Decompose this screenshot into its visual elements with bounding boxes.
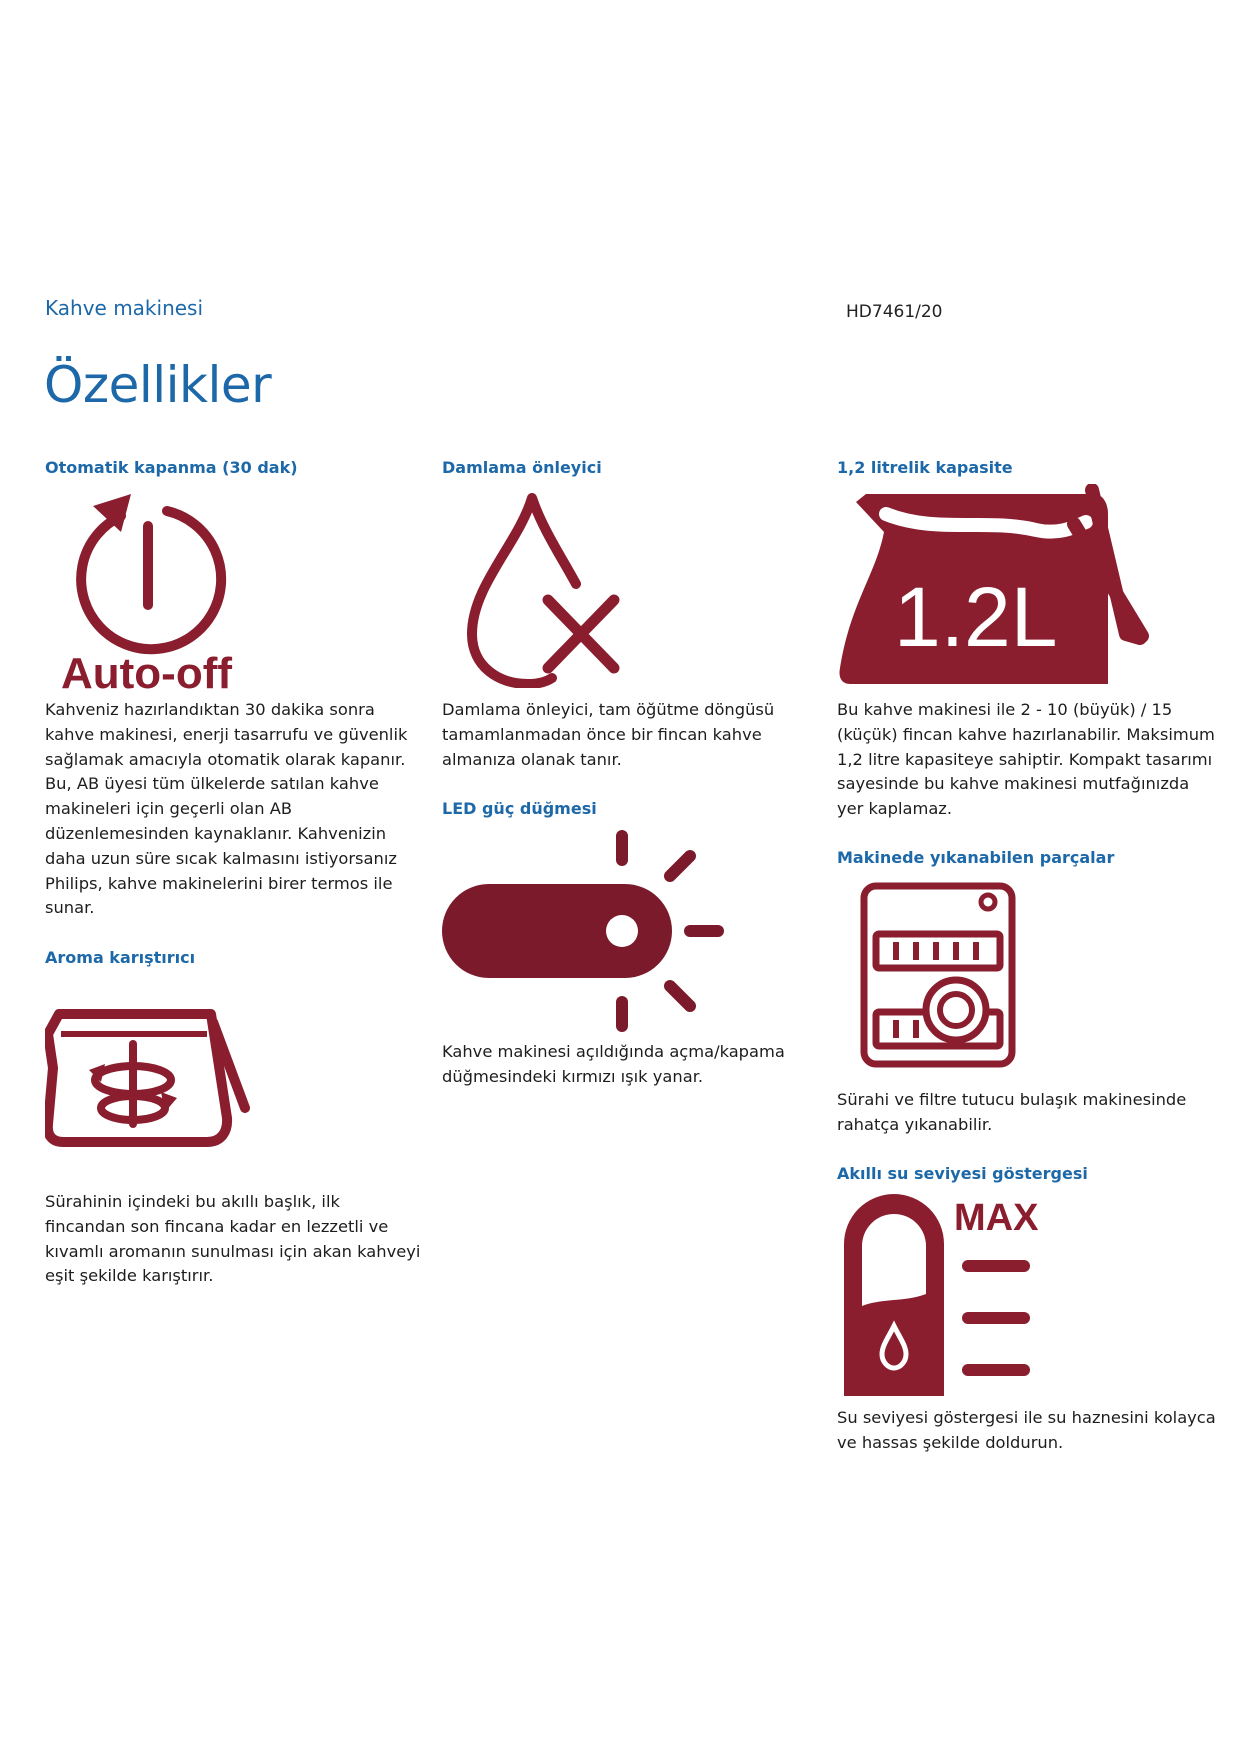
drip-stop-icon xyxy=(462,488,632,688)
max-icon-label: MAX xyxy=(954,1197,1039,1239)
feature-description: Su seviyesi göstergesi ile su haznesini kolayca ve hassas şekilde doldurun. xyxy=(837,1408,1216,1452)
category-label: Kahve makinesi xyxy=(45,296,204,320)
feature-description: Damlama önleyici, tam öğütme döngüsü tamamlanmadan önce bir fincan kahve almanıza olanak tanır. xyxy=(442,700,775,769)
water-level-icon xyxy=(836,1186,1056,1398)
carafe-swirl-icon xyxy=(45,1008,255,1148)
feature-title: Aroma karıştırıcı xyxy=(45,948,196,967)
feature-description: Kahve makinesi açıldığında açma/kapama düğmesindeki kırmızı ışık yanar. xyxy=(442,1042,785,1086)
feature-title: Makinede yıkanabilen parçalar xyxy=(837,848,1115,867)
feature-description: Kahveniz hazırlandıktan 30 dakika sonra kahve makinesi, enerji tasarrufu ve güvenlik sağlamak amacıyla otomatik olarak kapanır. Bu, AB üyesi tüm ülkelerde satılan kahve makineleri için geçerli olan AB düzenlemesinden kaynaklanır. Kahvenizin daha uzun süre sıcak kalmasını istiyorsanız Philips, kahve makinelerini birer termos ile sunar. xyxy=(45,700,408,918)
feature-title: 1,2 litrelik kapasite xyxy=(837,458,1013,477)
feature-description: Bu kahve makinesi ile 2 - 10 (büyük) / 15 (küçük) fincan kahve hazırlanabilir. Maksimum 1,2 litre kapasiteye sahiptir. Kompakt tasarımı sayesinde bu kahve makinesi mutfağınızda yer kaplamaz. xyxy=(837,700,1215,819)
feature-description: Sürahi ve filtre tutucu bulaşık makinesinde rahatça yıkanabilir. xyxy=(837,1090,1187,1134)
model-number: HD7461/20 xyxy=(846,302,943,322)
led-switch-icon xyxy=(440,826,730,1036)
auto-off-icon xyxy=(55,488,255,698)
feature-title: Damlama önleyici xyxy=(442,458,602,477)
feature-title: Akıllı su seviyesi göstergesi xyxy=(837,1164,1088,1183)
page-title: Özellikler xyxy=(44,356,272,414)
feature-title: LED güç düğmesi xyxy=(442,799,597,818)
carafe-capacity-icon xyxy=(836,484,1156,694)
feature-title: Otomatik kapanma (30 dak) xyxy=(45,458,298,477)
auto-off-icon-label: Auto-off xyxy=(61,649,233,698)
capacity-icon-label: 1.2L xyxy=(894,570,1058,664)
feature-description: Sürahinin içindeki bu akıllı başlık, ilk fincandan son fincana kadar en lezzetli ve kıvamlı aromanın sunulması için akan kahveyi eşit şekilde karıştırır. xyxy=(45,1192,421,1286)
dishwasher-icon xyxy=(860,882,1020,1068)
